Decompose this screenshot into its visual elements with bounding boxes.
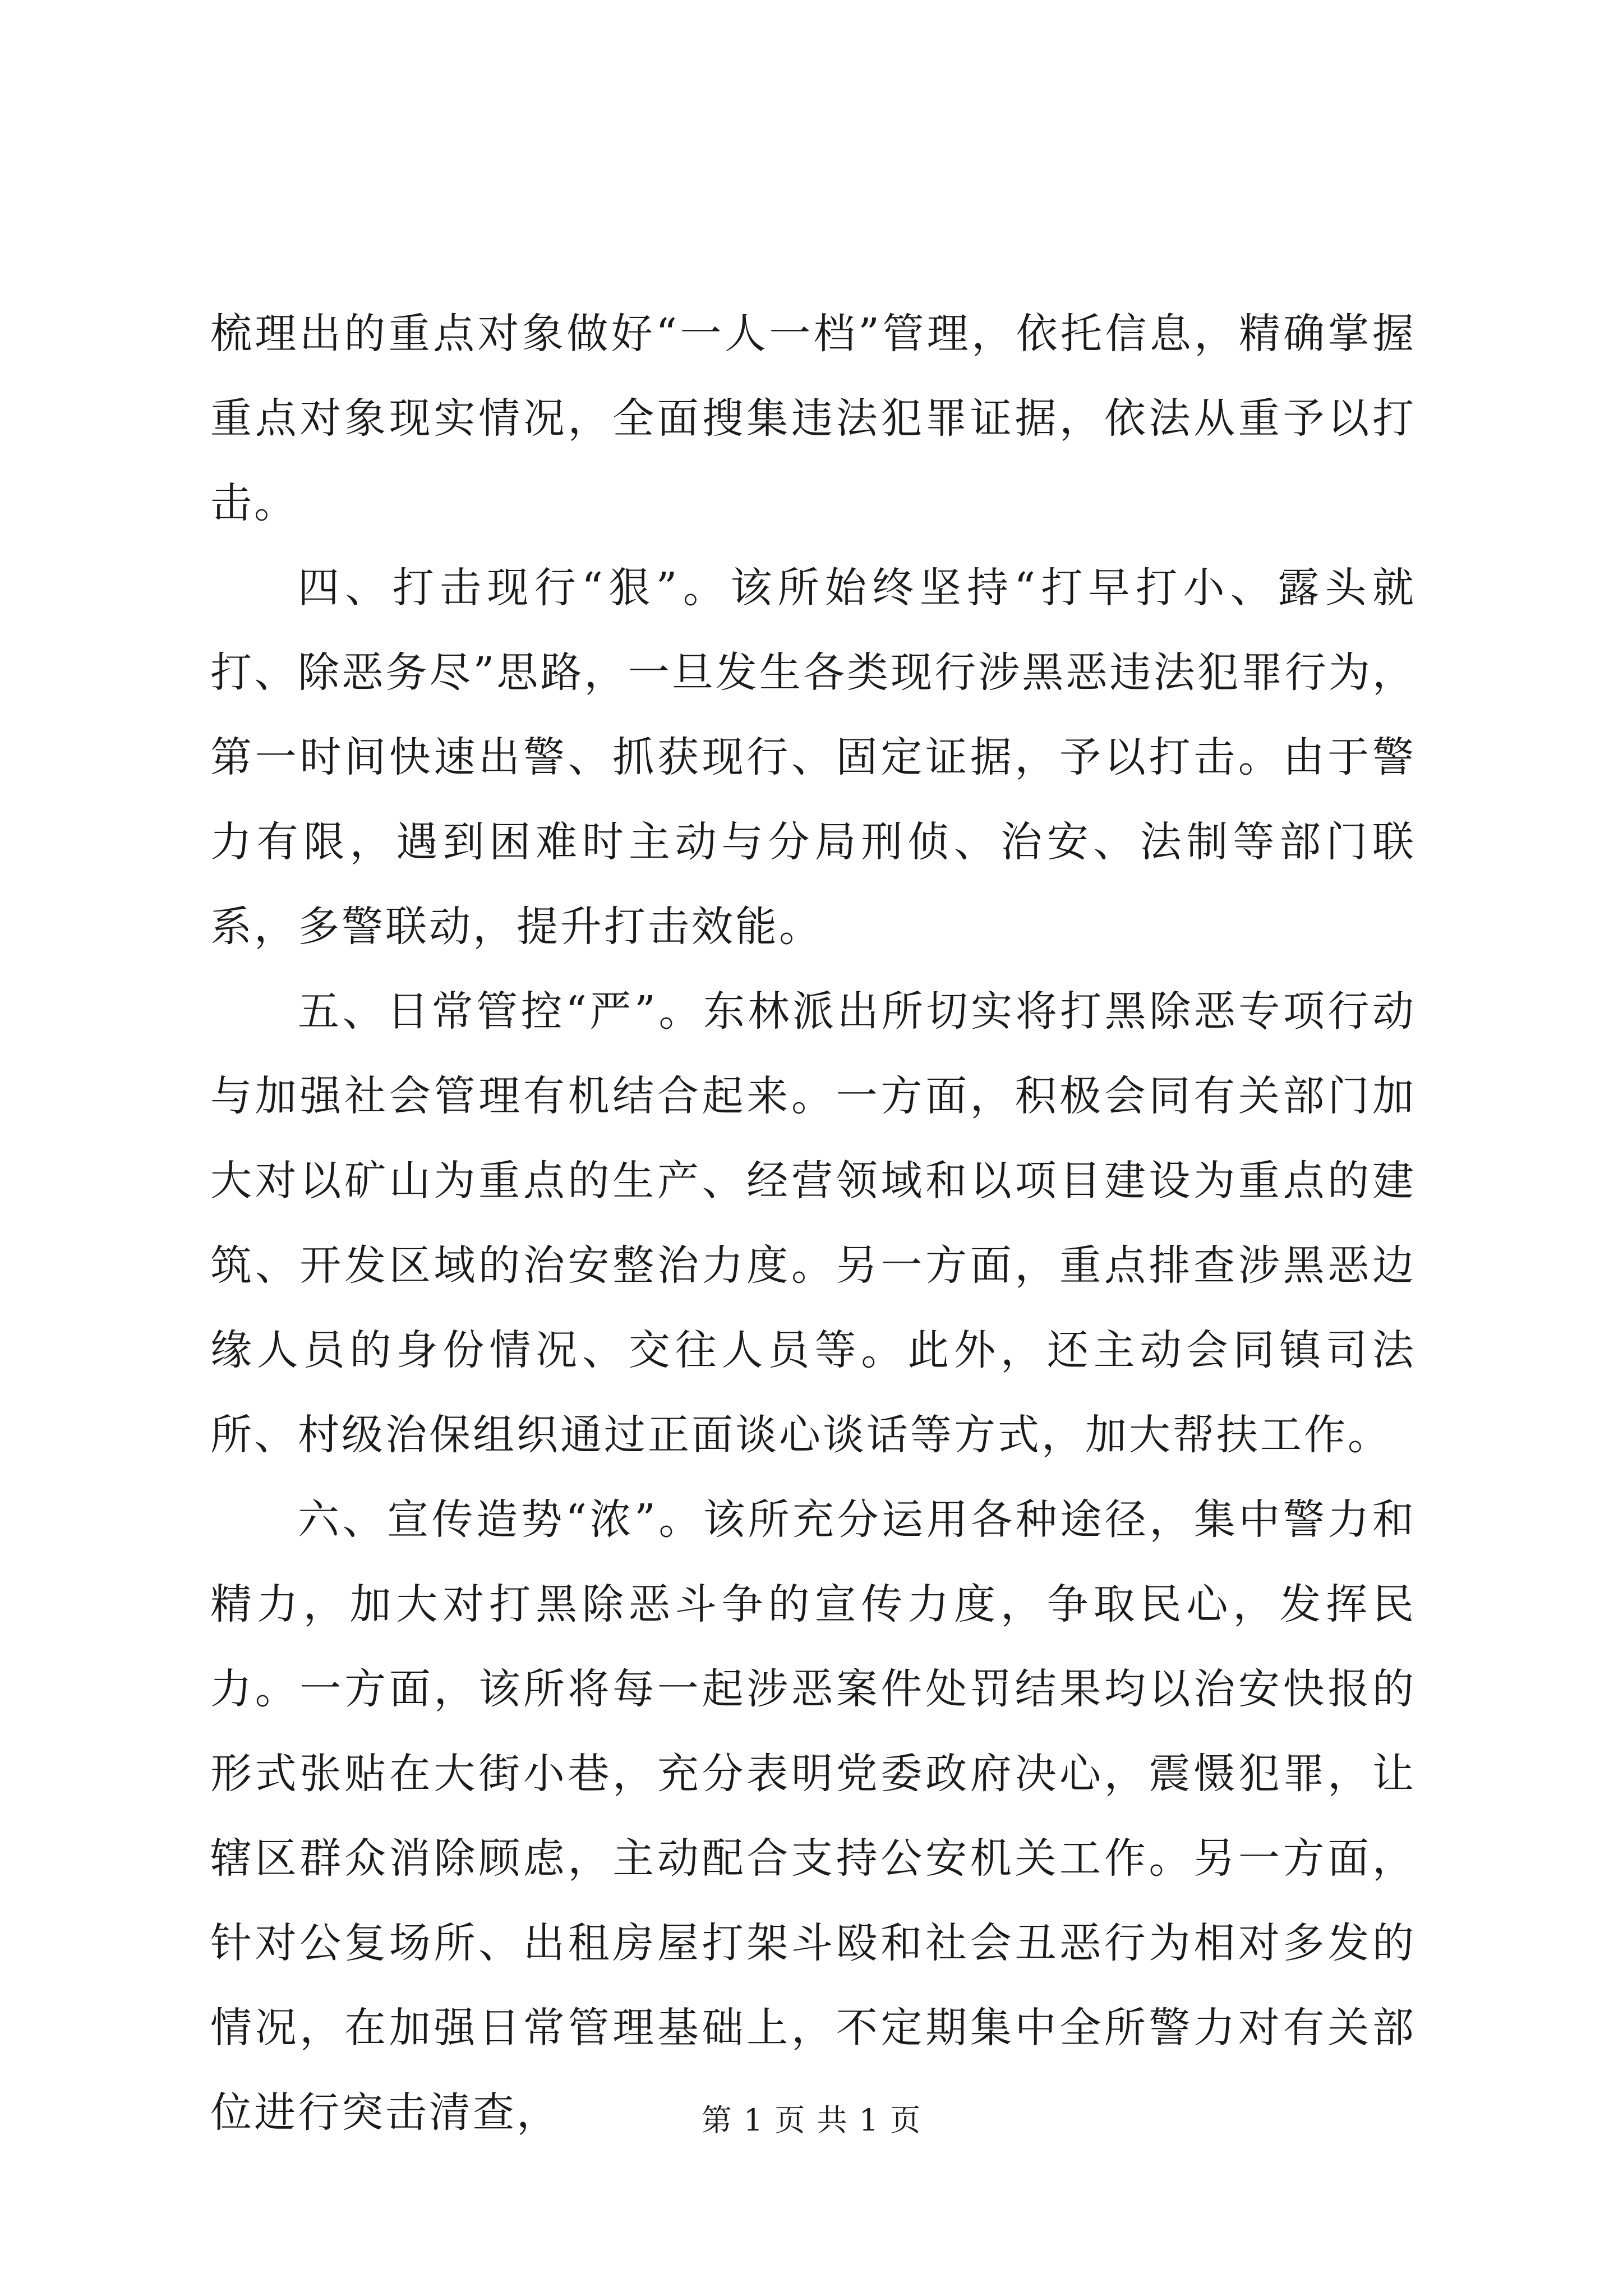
paragraph-section-six: 六、宣传造势“浓”。该所充分运用各种途径，集中警力和精力，加大对打黑除恶斗争的宣传力度，争取民心，发挥民力。一方面，该所将每一起涉恶案件处罚结果均以治安快报的形式张贴在大街小巷，充分表明党委政府决心，震慑犯罪，让辖区群众消除顾虑，主动配合支持公安机关工作。另一方面，针对公复场所、出租房屋打架斗殴和社会丑恶行为相对多发的情况，在加强日常管理基础上，不定期集中全所警力对有关部位进行突击清查， [210,1496,1416,2137]
page-number-footer: 第 1 页 共 1 页 [701,2102,922,2138]
paragraph-section-five: 五、日常管控“严”。东林派出所切实将打黑除恶专项行动与加强社会管理有机结合起来。一方面，积极会同有关部门加大对以矿山为重点的生产、经营领域和以项目建设为重点的建筑、开发区域的治安整治力度。另一方面，重点排查涉黑恶边缘人员的身份情况、交往人员等。此外，还主动会同镇司法所、村级治保组织通过正面谈心谈话等方式，加大帮扶工作。 [210,987,1416,1459]
paragraph-section-four: 四、打击现行“狠”。该所始终坚持“打早打小、露头就打、除恶务尽”思路，一旦发生各类现行涉黑恶违法犯罪行为，第一时间快速出警、抓获现行、固定证据，予以打击。由于警力有限，遇到困难时主动与分局刑侦、治安、法制等部门联系，多警联动，提升打击效能。 [210,564,1416,951]
paragraph-continuation: 梳理出的重点对象做好“一人一档”管理，依托信息，精确掌握重点对象现实情况，全面搜集违法犯罪证据，依法从重予以打击。 [210,310,1416,527]
document-body [210,292,1416,2155]
